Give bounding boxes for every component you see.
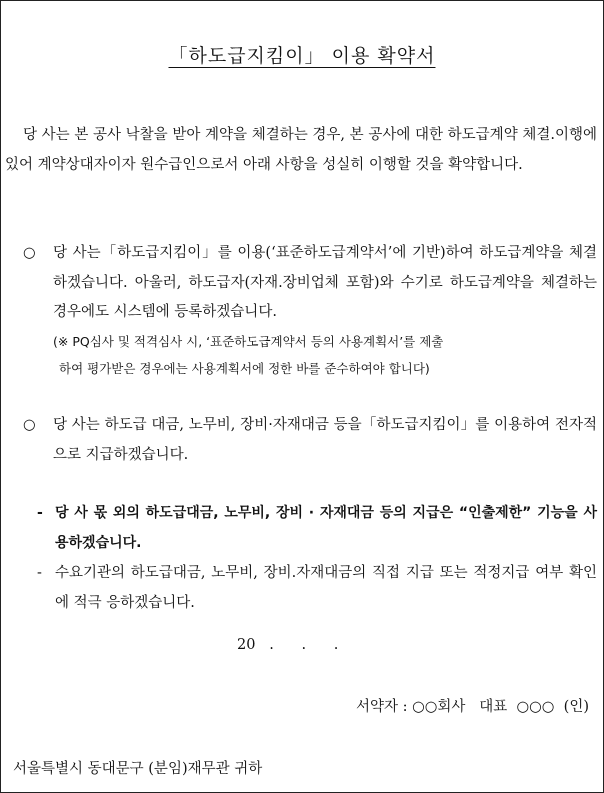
date-field: 20 . . .: [237, 637, 339, 653]
document-title: [1, 41, 603, 68]
pledge-item-2-text: 당 사는 하도급 대금, 노무비, 장비·자재대금 등을「하도급지킴이」를 이용하여 전자적으로 지급하겠습니다.: [53, 417, 597, 463]
sub-pledge-2-text: 수요기관의 하도급대금, 노무비, 장비.자재대금의 직접 지급 또는 적정지급 여부 확인에 적극 응하겠습니다.: [55, 565, 597, 611]
document-title-text: 「하도급지킴이」 이용 확약서: [168, 45, 436, 67]
circle-bullet-icon: ○: [23, 417, 36, 433]
sub-pledge-1: [37, 499, 597, 558]
pq-note: [53, 328, 573, 382]
pq-note-line-2: 하여 평가받은 경우에는 사용계획서에 정한 바를 준수하여야 합니다): [59, 361, 430, 376]
addressee-line: 서울특별시 동대문구 (분임)재무관 귀하: [13, 761, 263, 777]
pledge-item-1: [23, 239, 597, 328]
signer-line: 서약자 : ○○회사 대표 ○○○ (인): [356, 699, 589, 715]
pledge-item-1-text: 당 사는「하도급지킴이」를 이용(‘표준하도급계약서’에 기반)하여 하도급계약을 체결하겠습니다. 아울러, 하도급자(자재.장비업체 포함)와 수기로 하도급계약을 체결하는 경우에도 시스템에 등록하겠습니다.: [53, 245, 597, 320]
pledge-item-2: [23, 411, 597, 470]
intro-paragraph: 당 사는 본 공사 낙찰을 받아 계약을 체결하는 경우, 본 공사에 대한 하도급계약 체결.이행에 있어 계약상대자이자 원수급인으로서 아래 사항을 성실히 이행할 것을 확약합니다.: [5, 127, 597, 173]
circle-bullet-icon: ○: [23, 245, 36, 261]
dash-bullet: -: [37, 505, 43, 521]
pq-note-line-1: (※ PQ심사 및 적격심사 시, ‘표준하도급계약서 등의 사용계획서’를 제출: [53, 334, 444, 349]
sub-pledge-1-text: 당 사 몫 외의 하도급대금, 노무비, 장비 · 자재대금 등의 지급은 “인출제한” 기능을 사용하겠습니다.: [55, 505, 597, 551]
sub-pledge-2: [37, 559, 597, 618]
dash-bullet: -: [37, 565, 42, 581]
